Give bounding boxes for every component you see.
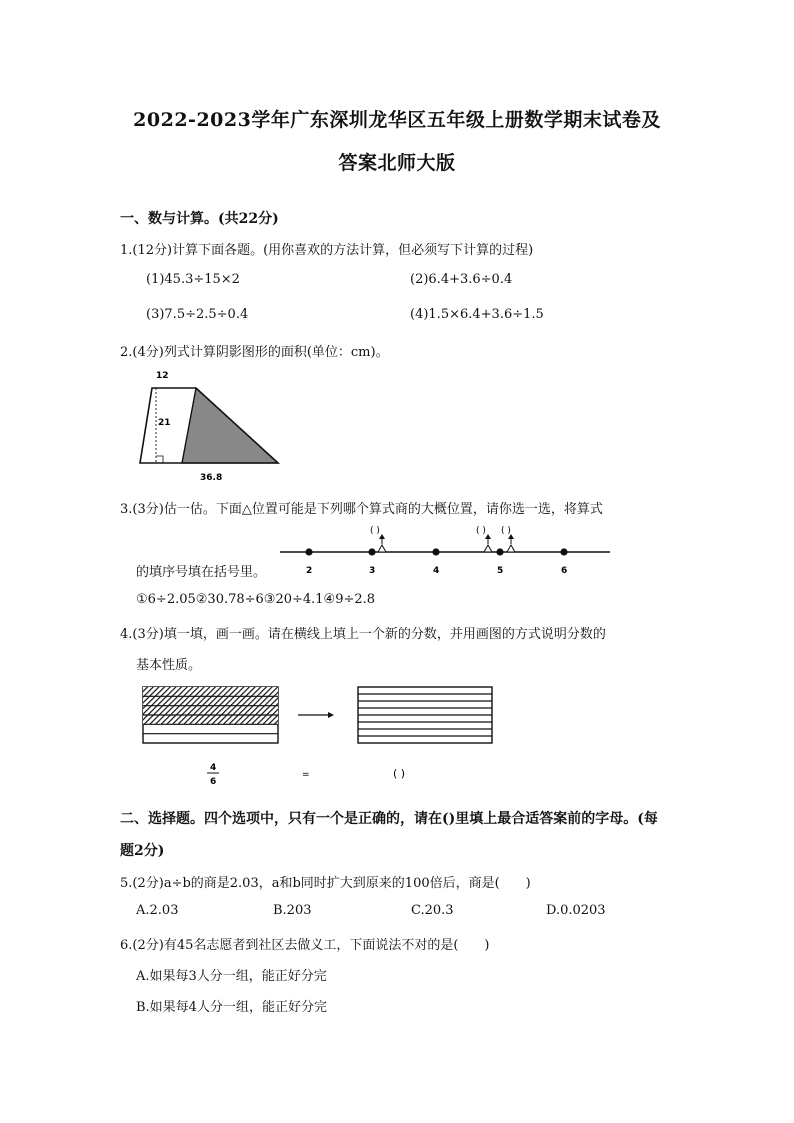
q1-item-3: (3)7.5÷2.5÷0.4 (146, 307, 249, 322)
label-height: 21 (158, 418, 171, 428)
right-angle-mark (156, 456, 163, 463)
tick-dot-4 (432, 548, 439, 555)
tick-dot-6 (560, 548, 567, 555)
arrow-head-1 (379, 534, 385, 539)
tick-label-6: 6 (561, 566, 568, 576)
label-top: 12 (156, 371, 169, 381)
q6-option-b: B.如果每4人分一组，能正好分完 (136, 1000, 327, 1015)
tick-dot-3 (368, 548, 375, 555)
triangle-marker-2 (484, 545, 492, 552)
q5-option-c: C.20.3 (411, 903, 454, 918)
tick-label-4: 4 (433, 566, 440, 576)
paren-blank-3: ( ) (501, 526, 511, 536)
shaded-triangle (182, 388, 278, 463)
doc-title-line2: 答案北师大版 (338, 152, 456, 174)
tick-label-5: 5 (497, 566, 504, 576)
q3-stem-cont: 的填序号填在括号里。 (136, 565, 267, 580)
q4-fraction-figure (142, 686, 498, 798)
q3-options: ①6÷2.05②30.78÷6③20÷4.1④9÷2.8 (136, 592, 376, 607)
q2-stem: 2.(4分)列式计算阴影图形的面积(单位：cm)。 (120, 345, 389, 360)
section1-header: 一、数与计算。(共22分) (120, 211, 279, 227)
tick-dot-2 (305, 548, 312, 555)
q1-stem: 1.(12分)计算下面各题。(用你喜欢的方法计算，但必须写下计算的过程) (120, 243, 534, 258)
paren-blank-2: ( ) (476, 526, 486, 536)
q2-trapezoid-figure (136, 368, 286, 483)
arrow-head-2 (485, 534, 491, 539)
doc-title-line1: 2022-2023学年广东深圳龙华区五年级上册数学期末试卷及 (133, 109, 661, 131)
q5-option-b: B.203 (273, 903, 312, 918)
tick-dot-5 (496, 548, 503, 555)
answer-blank: ( ) (393, 767, 406, 780)
q1-item-2: (2)6.4+3.6÷0.4 (410, 272, 513, 287)
q4-stem: 4.(3分)填一填，画一画。请在横线上填上一个新的分数，并用画图的方式说明分数的 (120, 627, 606, 642)
section2-header-cont: 题2分) (120, 843, 165, 859)
q4-stem-cont: 基本性质。 (136, 658, 202, 673)
section2-header: 二、选择题。四个选项中，只有一个是正确的，请在()里填上最合适答案前的字母。(每 (120, 811, 658, 827)
q3-stem: 3.(3分)估一估。下面△位置可能是下列哪个算式商的大概位置，请你选一选，将算式 (120, 502, 603, 517)
q1-item-4: (4)1.5×6.4+3.6÷1.5 (410, 307, 544, 322)
q6-option-a: A.如果每3人分一组，能正好分完 (136, 969, 327, 984)
q5-option-a: A.2.03 (136, 903, 179, 918)
q1-item-1: (1)45.3÷15×2 (146, 272, 240, 287)
tick-label-2: 2 (306, 566, 313, 576)
paren-blank-1: ( ) (370, 526, 380, 536)
triangle-marker-3 (507, 545, 515, 552)
arrow-head (328, 712, 334, 718)
q6-stem: 6.(2分)有45名志愿者到社区去做义工，下面说法不对的是( ) (120, 938, 490, 953)
fraction-denominator: 6 (210, 777, 217, 787)
tick-label-3: 3 (369, 566, 376, 576)
triangle-marker-1 (378, 545, 386, 552)
fraction-numerator: 4 (210, 763, 217, 773)
equals-sign: = (302, 770, 310, 780)
q3-number-line (278, 522, 614, 578)
label-bottom: 36.8 (200, 473, 223, 483)
q5-stem: 5.(2分)a÷b的商是2.03，a和b同时扩大到原来的100倍后，商是( ) (120, 876, 531, 891)
q5-option-d: D.0.0203 (546, 903, 606, 918)
